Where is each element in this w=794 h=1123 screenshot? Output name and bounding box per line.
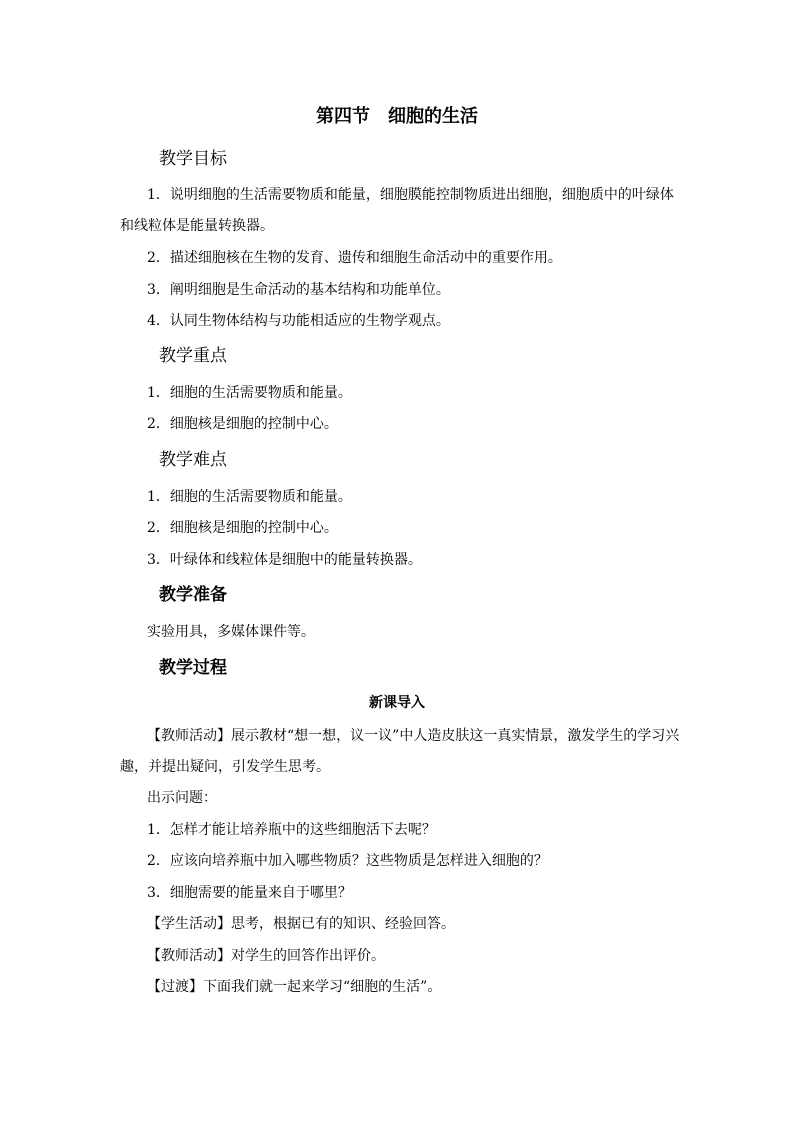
process-paragraph-1: 【教师活动】展示教材“想一想，议一议”中人造皮肤这一真实情景，激发学生的学习兴趣，并提出疑问，引发学生思考。 bbox=[120, 728, 680, 775]
objective-item-2: 2．描述细胞核在生物的发育、遗传和细胞生命活动中的重要作用。 bbox=[147, 250, 562, 266]
process-paragraph-7: 【教师活动】对学生的回答作出评价。 bbox=[147, 948, 385, 964]
heading-process: 教学过程 bbox=[159, 658, 227, 678]
process-paragraph-3: 1．怎样才能让培养瓶中的这些细胞活下去呢？ bbox=[147, 822, 436, 838]
objective-item-3: 3．阐明细胞是生命活动的基本结构和功能单位。 bbox=[147, 282, 450, 298]
key-point-item-1: 1．细胞的生活需要物质和能量。 bbox=[147, 385, 352, 401]
difficulty-item-2: 2．细胞核是细胞的控制中心。 bbox=[147, 520, 338, 536]
process-paragraph-2: 出示问题： bbox=[147, 790, 217, 806]
process-paragraph-4: 2．应该向培养瓶中加入哪些物质？这些物质是怎样进入细胞的？ bbox=[147, 853, 548, 869]
heading-objectives: 教学目标 bbox=[159, 149, 227, 169]
difficulty-item-1: 1．细胞的生活需要物质和能量。 bbox=[147, 489, 352, 505]
subheading-intro: 新课导入 bbox=[369, 695, 425, 711]
difficulty-item-3: 3．叶绿体和线粒体是细胞中的能量转换器。 bbox=[147, 552, 422, 568]
heading-preparation: 教学准备 bbox=[159, 585, 227, 605]
objective-item-1: 1．说明细胞的生活需要物质和能量，细胞膜能控制物质进出细胞，细胞质中的叶绿体和线粒体是能量转换器。 bbox=[120, 187, 674, 234]
preparation-text: 实验用具，多媒体课件等。 bbox=[147, 624, 315, 640]
heading-key-points: 教学重点 bbox=[159, 346, 227, 366]
key-point-item-2: 2．细胞核是细胞的控制中心。 bbox=[147, 416, 338, 432]
process-paragraph-8: 【过渡】下面我们就一起来学习“细胞的生活”。 bbox=[147, 979, 442, 995]
heading-difficulties: 教学难点 bbox=[159, 450, 227, 470]
process-paragraph-6: 【学生活动】思考，根据已有的知识、经验回答。 bbox=[147, 916, 455, 932]
objective-item-4: 4．认同生物体结构与功能相适应的生物学观点。 bbox=[147, 313, 450, 329]
document-title: 第四节 细胞的生活 bbox=[316, 106, 478, 127]
process-paragraph-5: 3．细胞需要的能量来自于哪里？ bbox=[147, 885, 352, 901]
